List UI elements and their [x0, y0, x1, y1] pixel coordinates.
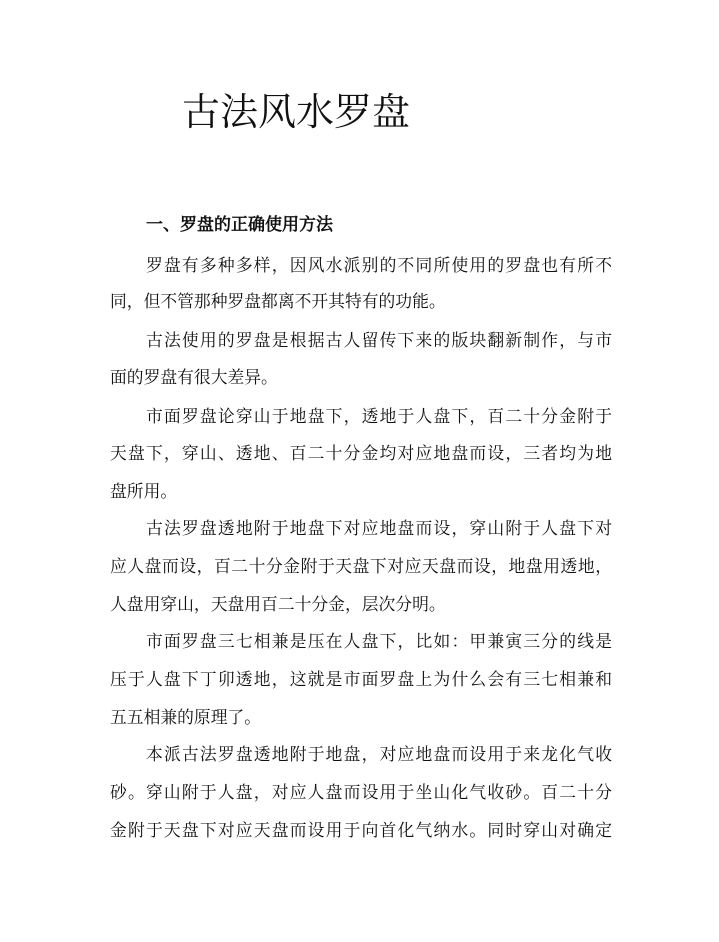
paragraph-2-line-2: 面的罗盘有很大差异。	[110, 367, 278, 387]
paragraph-5-line-1: 市面罗盘三七相兼是压在人盘下，比如：甲兼寅三分的线是	[146, 631, 612, 651]
paragraph-3-line-2: 天盘下，穿山、透地、百二十分金均对应地盘而设，三者均为地	[110, 443, 612, 463]
paragraph-4-line-3: 人盘用穿山，天盘用百二十分金，层次分明。	[110, 594, 446, 614]
paragraph-5-line-2: 压于人盘下丁卯透地，这就是市面罗盘上为什么会有三七相兼和	[110, 669, 612, 689]
paragraph-5-line-3: 五五相兼的原理了。	[110, 707, 262, 727]
paragraph-1-line-2: 同，但不管那种罗盘都离不开其特有的功能。	[110, 291, 446, 311]
paragraph-3-line-1: 市面罗盘论穿山于地盘下，透地于人盘下，百二十分金附于	[146, 406, 612, 426]
paragraph-6-line-2: 砂。穿山附于人盘，对应人盘而设用于坐山化气收砂。百二十分	[110, 782, 612, 802]
section-heading: 一、罗盘的正确使用方法	[146, 215, 333, 235]
paragraph-1-line-1: 罗盘有多种多样，因风水派别的不同所使用的罗盘也有所不	[146, 255, 612, 275]
paragraph-6-line-3: 金附于天盘下对应天盘而设用于向首化气纳水。同时穿山对确定	[110, 820, 612, 840]
paragraph-4-line-1: 古法罗盘透地附于地盘下对应地盘而设，穿山附于人盘下对	[146, 518, 612, 538]
paragraph-4-line-2: 应人盘而设，百二十分金附于天盘下对应天盘而设，地盘用透地，	[110, 556, 612, 576]
paragraph-2-line-1: 古法使用的罗盘是根据古人留传下来的版块翻新制作，与市	[146, 330, 612, 350]
paragraph-6-line-1: 本派古法罗盘透地附于地盘，对应地盘而设用于来龙化气收	[146, 744, 612, 764]
document-title: 古法风水罗盘	[182, 90, 411, 134]
paragraph-3-line-3: 盘所用。	[110, 481, 178, 501]
